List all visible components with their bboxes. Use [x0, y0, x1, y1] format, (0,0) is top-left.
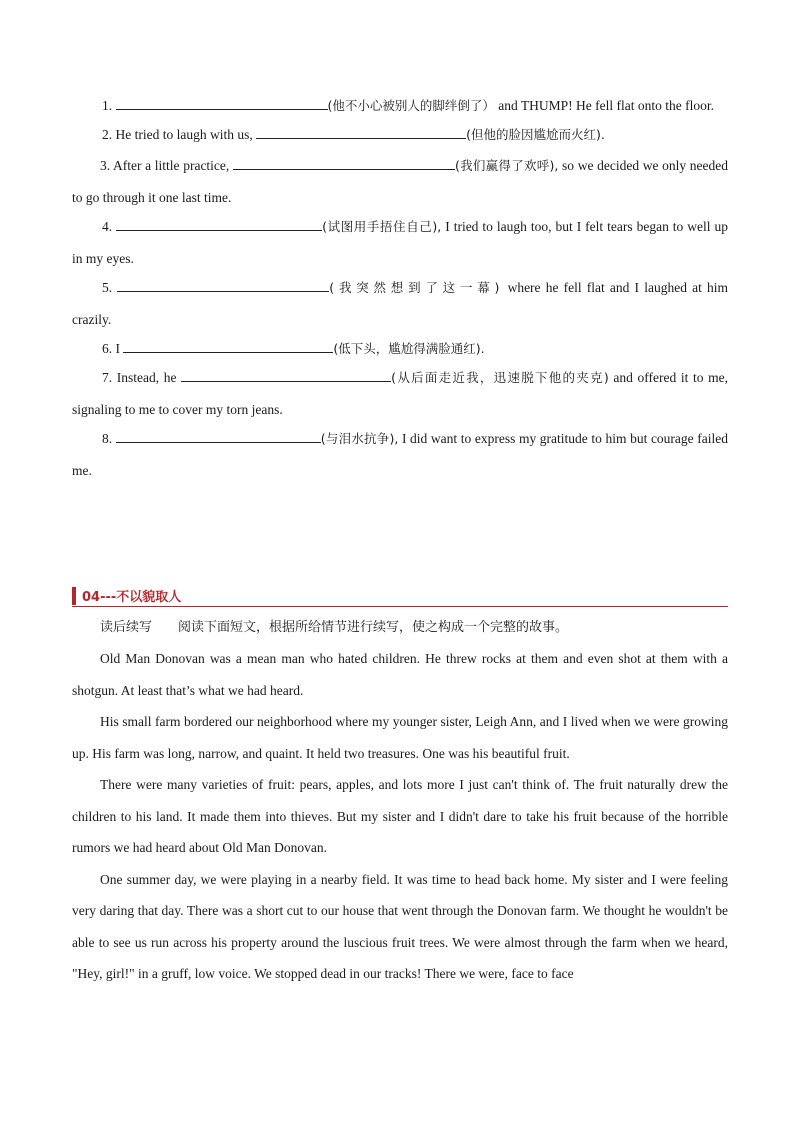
exercise-item-6: [72, 333, 728, 365]
item-text-after: and offered it to me, signaling to me to cover my torn jeans.: [72, 370, 729, 417]
item-text-before: He tried to laugh with us,: [115, 127, 257, 142]
item-text-after: I did want to express my gratitude to him but courage failed me.: [72, 431, 729, 478]
exercise-item-7: [72, 362, 728, 426]
answer-blank[interactable]: [256, 124, 466, 139]
answer-blank[interactable]: [116, 216, 322, 231]
section-marker: [72, 587, 76, 605]
task-instruction: 读后续写 阅读下面短文，根据所给情节进行续写，使之构成一个完整的故事。: [100, 620, 569, 635]
item-text-before: Instead, he: [116, 370, 182, 385]
passage-paragraph: Old Man Donovan was a mean man who hated children. He threw rocks at them and even shot at them with a shotgun. At least that’s what we had heard.: [72, 651, 728, 698]
item-text-before: I: [115, 341, 124, 356]
chinese-hint: (但他的脸因尴尬而火红).: [466, 127, 605, 142]
exercise-item-1: [72, 90, 728, 122]
chinese-hint: (我突然想到了这一幕): [329, 280, 503, 295]
section-title: 04---不以貌取人: [82, 590, 182, 605]
passage-paragraph: His small farm bordered our neighborhood where my younger sister, Leigh Ann, and I lived when we were growing up. His farm was long, narrow, and quaint. It held two treasures. One was his beautiful fruit.: [72, 714, 728, 761]
answer-blank[interactable]: [123, 338, 333, 353]
item-number: 2.: [102, 127, 113, 142]
exercise-item-5: [72, 272, 728, 336]
item-text-after: I tried to laugh too, but I felt tears began to well up in my eyes.: [72, 219, 728, 266]
reading-passage: [72, 613, 728, 990]
item-text-after: so we decided we only needed to go through it one last time.: [72, 158, 728, 205]
chinese-hint: (低下头，尴尬得满脸通红).: [333, 341, 485, 356]
section-header: [72, 584, 728, 607]
item-number: 4.: [102, 219, 113, 234]
chinese-hint: (试图用手捂住自己),: [322, 219, 442, 234]
exercise-item-2: [72, 119, 728, 151]
item-number: 8.: [102, 431, 113, 446]
answer-blank[interactable]: [117, 277, 329, 292]
answer-blank[interactable]: [116, 428, 321, 443]
answer-blank[interactable]: [116, 95, 328, 110]
item-number: 5.: [102, 280, 113, 295]
chinese-hint: (我们赢得了欢呼),: [454, 158, 559, 173]
item-text-after: where he fell flat and I laughed at him crazily.: [72, 280, 729, 327]
passage-paragraph: There were many varieties of fruit: pears, apples, and lots more I just can't think of. The fruit naturally drew the children to his land. It made them into thieves. But my sister and I didn't dare to take his fruit because of the horrible rumors we had heard about Old Man Donovan.: [72, 777, 728, 855]
chinese-hint: (与泪水抗争),: [320, 431, 399, 446]
item-number: 3.: [100, 158, 111, 173]
item-number: 6.: [102, 341, 113, 356]
answer-blank[interactable]: [233, 155, 455, 170]
chinese-hint: (他不小心被别人的脚绊倒了）: [327, 98, 495, 113]
item-text-before: After a little practice,: [113, 158, 233, 173]
passage-paragraph: One summer day, we were playing in a nearby field. It was time to head back home. My sister and I were feeling very daring that day. There was a short cut to our house that went through the Donovan farm. We thought he wouldn't be able to see us run across his property around the luscious fruit trees. We were almost through the farm when we heard, "Hey, girl!" in a gruff, low voice. We stopped dead in our tracks! There we were, face to face: [72, 871, 728, 981]
exercise-item-8: [72, 423, 728, 487]
exercise-item-4: [72, 211, 728, 275]
answer-blank[interactable]: [181, 367, 391, 382]
exercise-item-3: [72, 150, 728, 214]
item-number: 7.: [102, 370, 113, 385]
chinese-hint: (从后面走近我，迅速脱下他的夹克): [391, 370, 609, 385]
item-number: 1.: [102, 98, 113, 113]
exercise-list: [72, 90, 728, 487]
item-text-after: and THUMP! He fell flat onto the floor.: [494, 98, 714, 113]
